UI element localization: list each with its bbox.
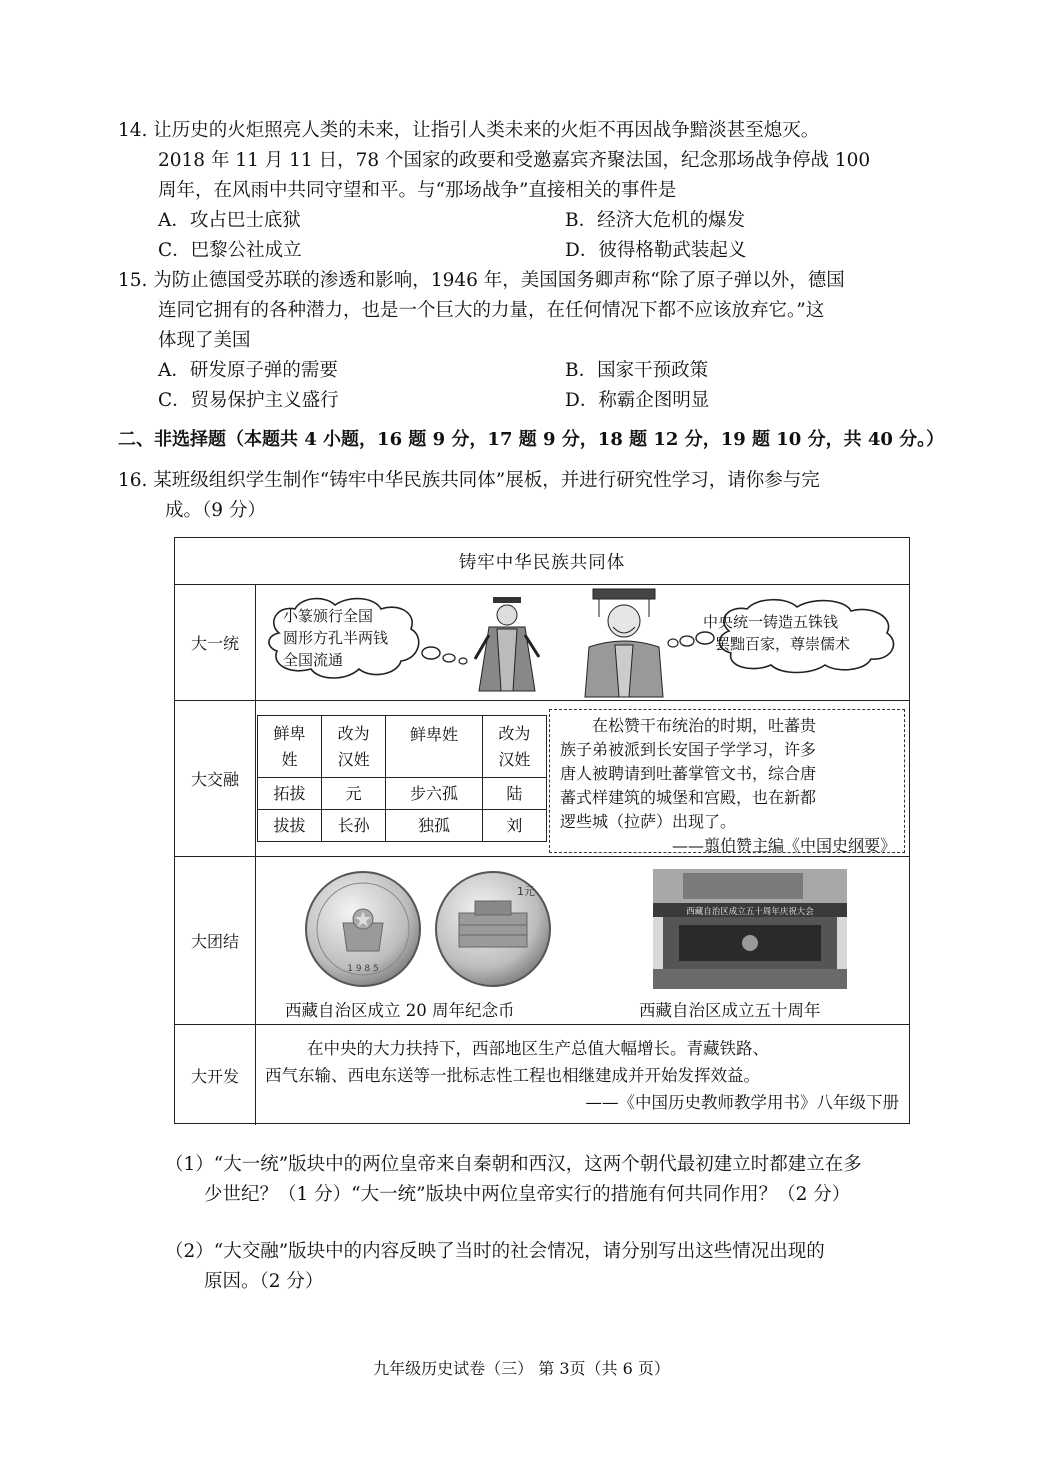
surname-table <box>257 715 547 842</box>
quote-line-4: 蕃式样建筑的城堡和宫殿，也在新都 <box>560 788 817 807</box>
q15-option-b: B．国家干预政策 <box>565 360 709 381</box>
q14-option-b: B．经济大危机的爆发 <box>565 210 746 231</box>
q14-option-c: C．巴黎公社成立 <box>158 240 302 261</box>
develop-line-2: 西气东输、西电东送等一批标志性工程也相继建成并开始发挥效益。 <box>265 1066 760 1085</box>
unity-row <box>175 856 909 1024</box>
q14-line-3: 周年，在风雨中共同守望和平。与“那场战争”直接相关的事件是 <box>158 180 677 201</box>
coin-obverse-image <box>303 869 423 989</box>
fusion-row <box>175 700 909 856</box>
q14-line-2: 2018 年 11 月 11 日，78 个国家的政要和受邀嘉宾齐聚法国，纪念那场战争停战 100 <box>158 150 871 171</box>
sub-question-1-line-1: （1）“大一统”版块中的两位皇帝来自秦朝和西汉，这两个朝代最初建立时都建立在多 <box>165 1154 862 1175</box>
develop-source: ——《中国历史教师教学用书》八年级下册 <box>585 1093 899 1112</box>
sub-question-2-line-1: （2）“大交融”版块中的内容反映了当时的社会情况，请分别写出这些情况出现的 <box>165 1241 825 1262</box>
photo-banner-text: 西藏自治区成立五十周年庆祝大会 <box>686 907 814 917</box>
q14-option-d: D．彼得格勒武装起义 <box>565 240 747 261</box>
sub-question-1-line-2: 少世纪？（1 分）“大一统”版块中两位皇帝实行的措施有何共同作用？（2 分） <box>204 1184 851 1205</box>
surname-cell: 刘 <box>482 810 546 842</box>
surname-cell: 长孙 <box>322 810 386 842</box>
quote-line-2: 族子弟被派到长安国子学学习，许多 <box>560 740 817 759</box>
quote-line-1: 在松赞干布统治的时期，吐蕃贵 <box>592 716 817 735</box>
sub-question-2-line-2: 原因。（2 分） <box>204 1271 324 1292</box>
surname-header-2: 改为汉姓 <box>322 716 386 778</box>
unity-label: 大团结 <box>175 857 256 1024</box>
celebration-photo <box>653 869 847 989</box>
develop-label: 大开发 <box>175 1025 256 1125</box>
coin-denomination: 1元 <box>517 885 535 898</box>
q15-line-1: 15. 为防止德国受苏联的渗透和影响，1946 年，美国国务卿声称“除了原子弹以外，德国 <box>118 270 845 291</box>
left-cloud-line-1: 小篆颁行全国 <box>283 607 374 625</box>
tubo-quote-box <box>549 709 905 853</box>
surname-cell: 陆 <box>482 778 546 810</box>
q15-option-d: D．称霸企图明显 <box>565 390 710 411</box>
q16-line-2: 成。（9 分） <box>165 500 266 521</box>
han-emperor-illustration <box>579 587 669 699</box>
coin-caption: 西藏自治区成立 20 周年纪念币 <box>285 1001 515 1020</box>
develop-row <box>175 1024 909 1125</box>
unify-row <box>175 584 909 700</box>
surname-cell: 元 <box>322 778 386 810</box>
q15-line-2: 连同它拥有的各种潜力，也是一个巨大的力量，在任何情况下都不应该放弃它。”这 <box>158 300 825 321</box>
q15-option-c: C．贸易保护主义盛行 <box>158 390 339 411</box>
coin-year-text: 1 9 8 5 <box>347 964 379 974</box>
surname-cell: 步六孤 <box>386 778 483 810</box>
page-footer: 九年级历史试卷（三） 第 3页（共 6 页） <box>373 1359 670 1378</box>
quote-line-5: 逻些城（拉萨）出现了。 <box>560 812 737 831</box>
develop-line-1: 在中央的大力扶持下，西部地区生产总值大幅增长。青藏铁路、 <box>307 1039 769 1058</box>
exhibit-panel <box>174 537 910 1124</box>
coin-reverse-image <box>433 869 553 989</box>
panel-title: 铸牢中华民族共同体 <box>458 552 626 573</box>
qin-emperor-illustration <box>469 595 547 695</box>
surname-header-1: 鲜卑姓 <box>258 716 322 778</box>
quote-line-3: 唐人被聘请到吐蕃掌管文书，综合唐 <box>560 764 817 783</box>
q14-option-a: A．攻占巴士底狱 <box>158 210 301 231</box>
q15-option-a: A．研发原子弹的需要 <box>158 360 338 381</box>
section-2-heading: 二、非选择题（本题共 4 小题，16 题 9 分，17 题 9 分，18 题 12 分，19 题 10 分，共 40 分。） <box>118 429 945 450</box>
fusion-label: 大交融 <box>175 701 256 856</box>
q14-line-1: 14. 让历史的火炬照亮人类的未来，让指引人类未来的火炬不再因战争黯淡甚至熄灭。 <box>118 120 820 141</box>
right-cloud-line-1: 中央统一铸造五铢钱 <box>703 613 839 631</box>
q15-line-3: 体现了美国 <box>158 330 251 351</box>
left-cloud-line-3: 全国流通 <box>283 651 344 669</box>
left-cloud-line-2: 圆形方孔半两钱 <box>283 629 389 647</box>
right-cloud-line-2: 罢黜百家，尊崇儒术 <box>715 635 851 653</box>
surname-cell: 拔拔 <box>258 810 322 842</box>
quote-source: ——翦伯赞主编《中国史纲要》 <box>671 836 896 855</box>
photo-caption: 西藏自治区成立五十周年 <box>639 1001 821 1020</box>
surname-header-4: 改为汉姓 <box>482 716 546 778</box>
surname-cell: 拓拔 <box>258 778 322 810</box>
q16-line-1: 16. 某班级组织学生制作“铸牢中华民族共同体”展板，并进行研究性学习，请你参与完 <box>118 470 820 491</box>
surname-cell: 独孤 <box>386 810 483 842</box>
unify-label: 大一统 <box>175 585 256 700</box>
surname-header-3: 鲜卑姓 <box>386 716 483 778</box>
